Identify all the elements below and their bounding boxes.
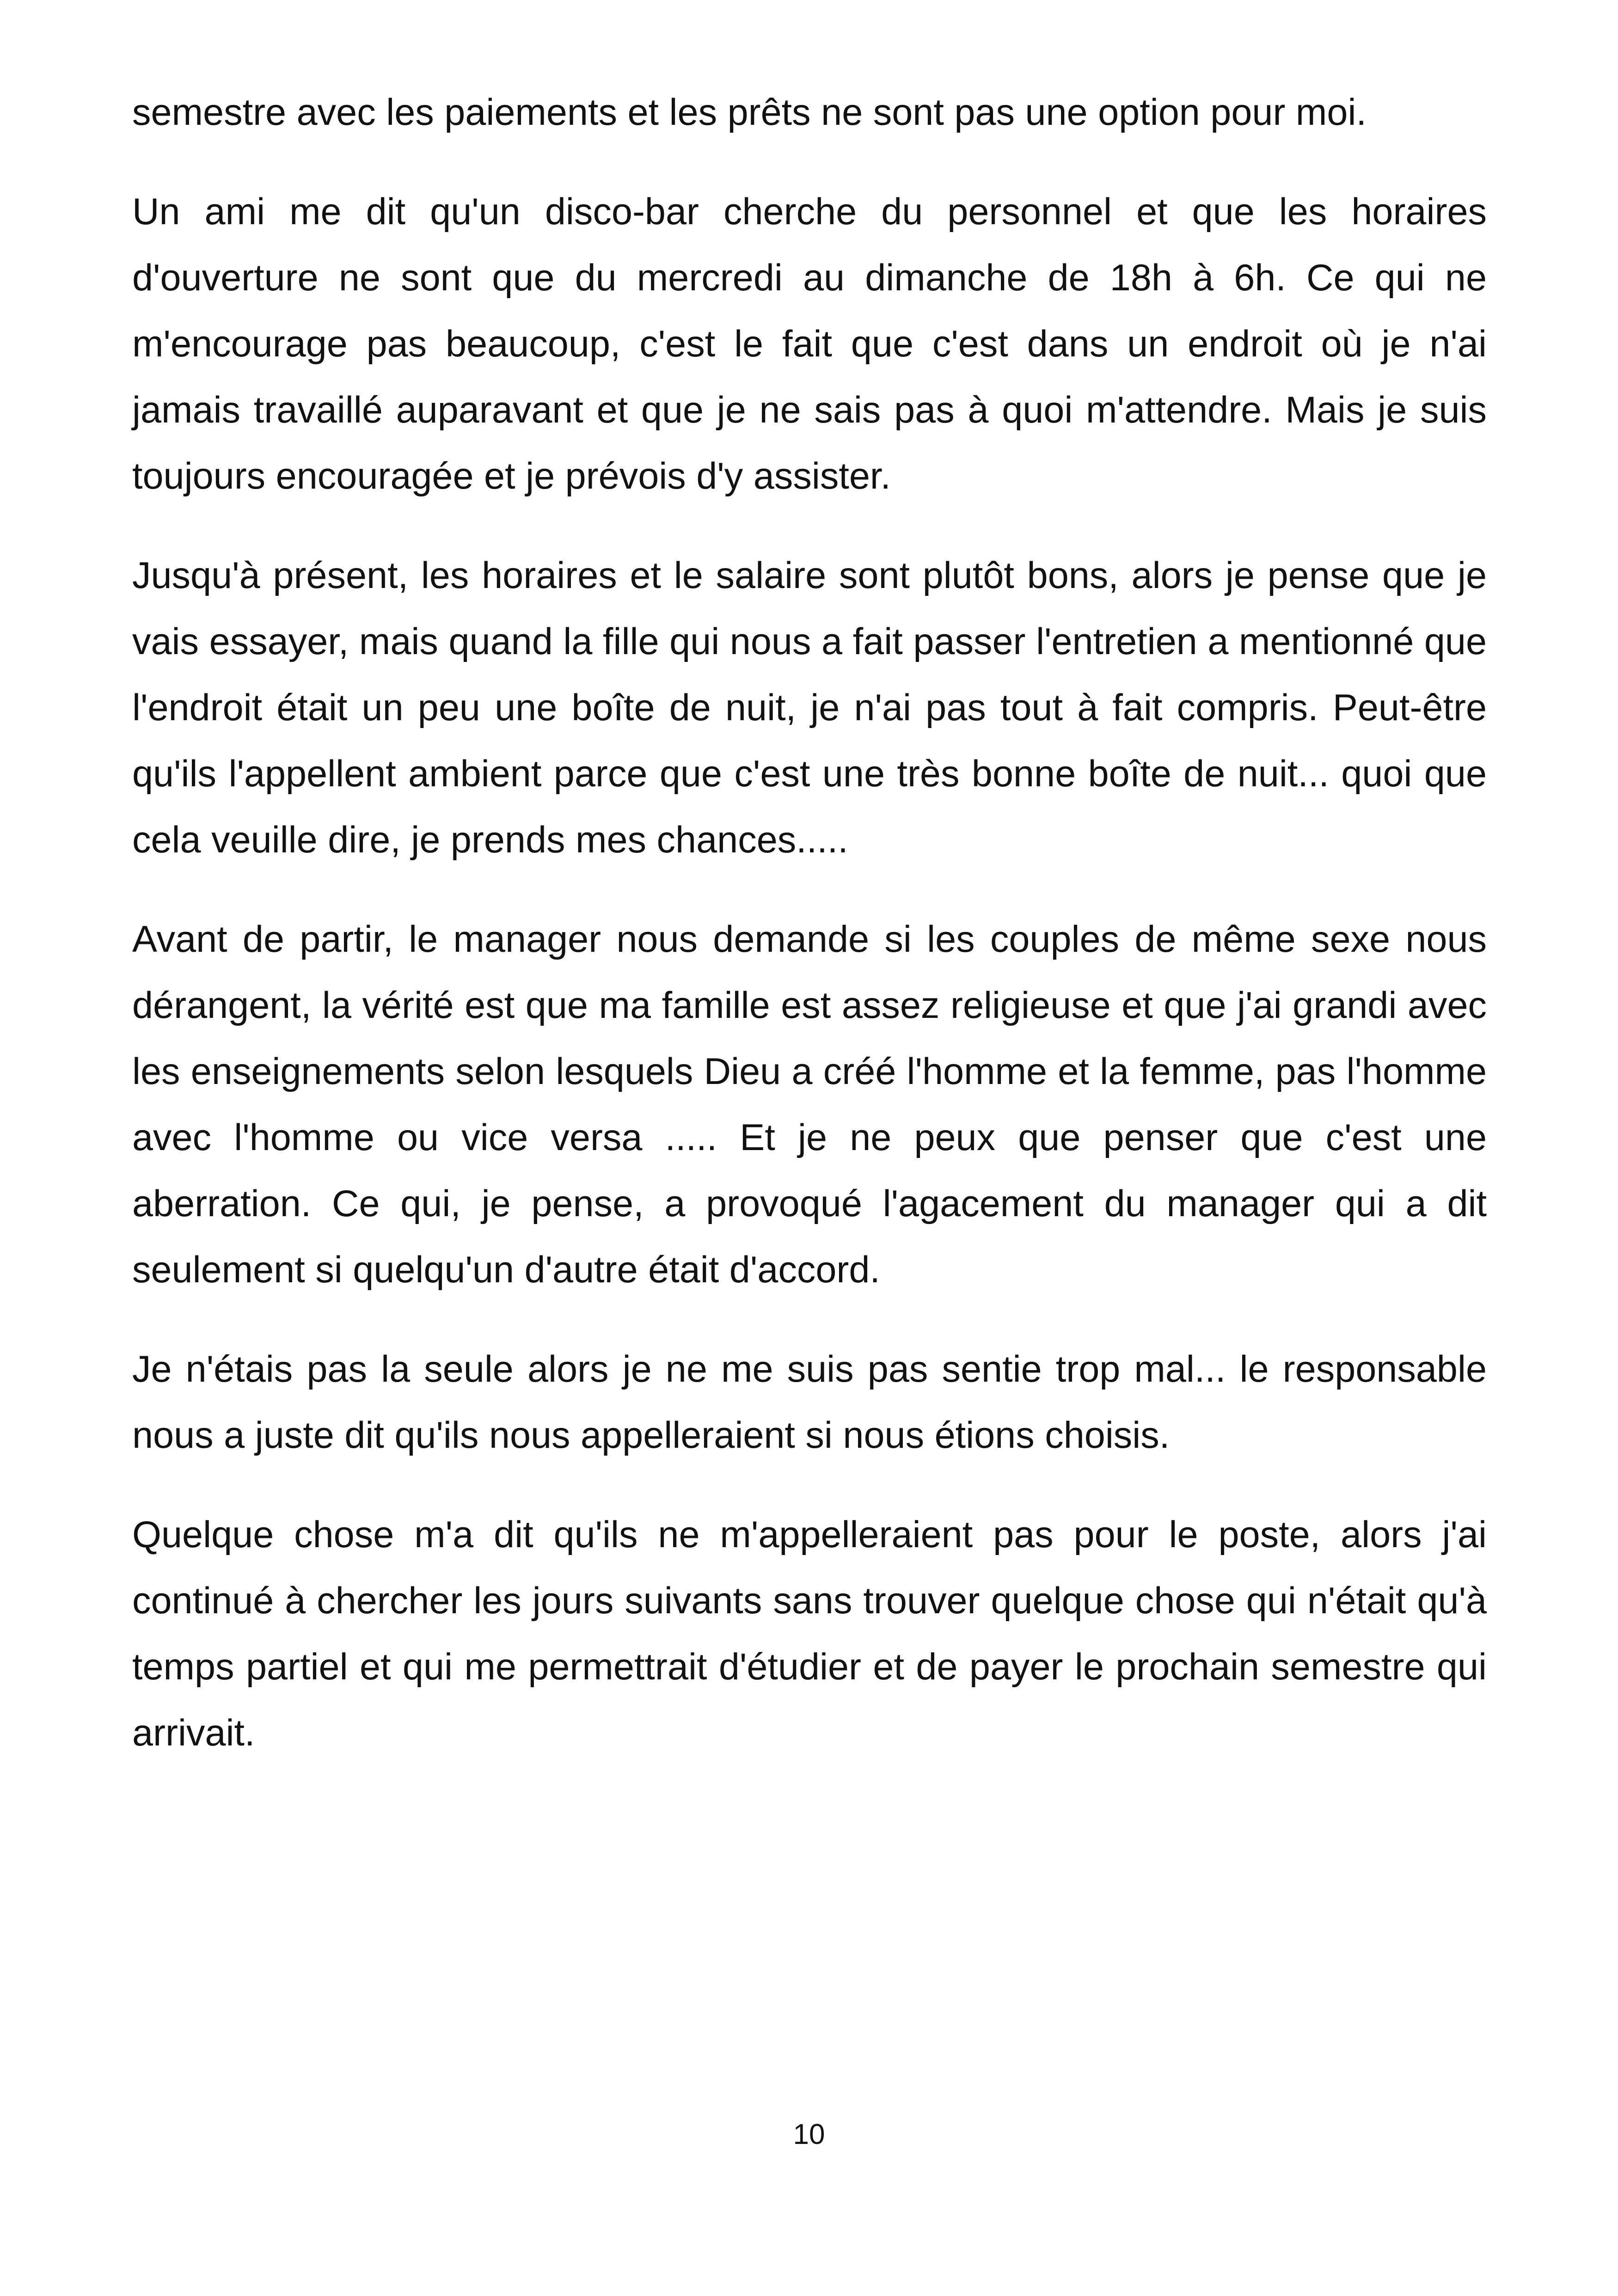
paragraph-4: Avant de partir, le manager nous demande si les couples de même sexe nous dérangent, la vérité est que ma famille est assez religieuse et que j'ai grandi avec les enseignements selon lesquels Dieu a créé l'homme et la femme, pas l'homme avec l'homme ou vice versa ..... Et je ne peux que penser que c'est une aberration. Ce qui, je pense, a provoqué l'agacement du manager qui a dit seulement si quelqu'un d'autre était d'accord.: [132, 918, 1487, 1291]
page-number: 10: [793, 2118, 825, 2150]
paragraph-5: Je n'étais pas la seule alors je ne me suis pas sentie trop mal... le responsable nous a juste dit qu'ils nous appelleraient si nous étions choisis.: [132, 1348, 1487, 1456]
paragraph-2: Un ami me dit qu'un disco-bar cherche du personnel et que les horaires d'ouverture ne sont que du mercredi au dimanche de 18h à 6h. Ce qui ne m'encourage pas beaucoup, c'est le fait que c'est dans un endroit où je n'ai jamais travaillé auparavant et que je ne sais pas à quoi m'attendre. Mais je suis toujours encouragée et je prévois d'y assister.: [132, 191, 1487, 497]
body-text: [132, 80, 1487, 1766]
paragraph-6: Quelque chose m'a dit qu'ils ne m'appelleraient pas pour le poste, alors j'ai continué à chercher les jours suivants sans trouver quelque chose qui n'était qu'à temps partiel et qui me permettrait d'étudier et de payer le prochain semestre qui arrivait.: [132, 1514, 1487, 1754]
paragraph-1: semestre avec les paiements et les prêts ne sont pas une option pour moi.: [132, 92, 1367, 133]
paragraph-3: Jusqu'à présent, les horaires et le salaire sont plutôt bons, alors je pense que je vais essayer, mais quand la fille qui nous a fait passer l'entretien a mentionné que l'endroit était un peu une boîte de nuit, je n'ai pas tout à fait compris. Peut-être qu'ils l'appellent ambient parce que c'est une très bonne boîte de nuit... quoi que cela veuille dire, je prends mes chances.....: [132, 555, 1487, 861]
